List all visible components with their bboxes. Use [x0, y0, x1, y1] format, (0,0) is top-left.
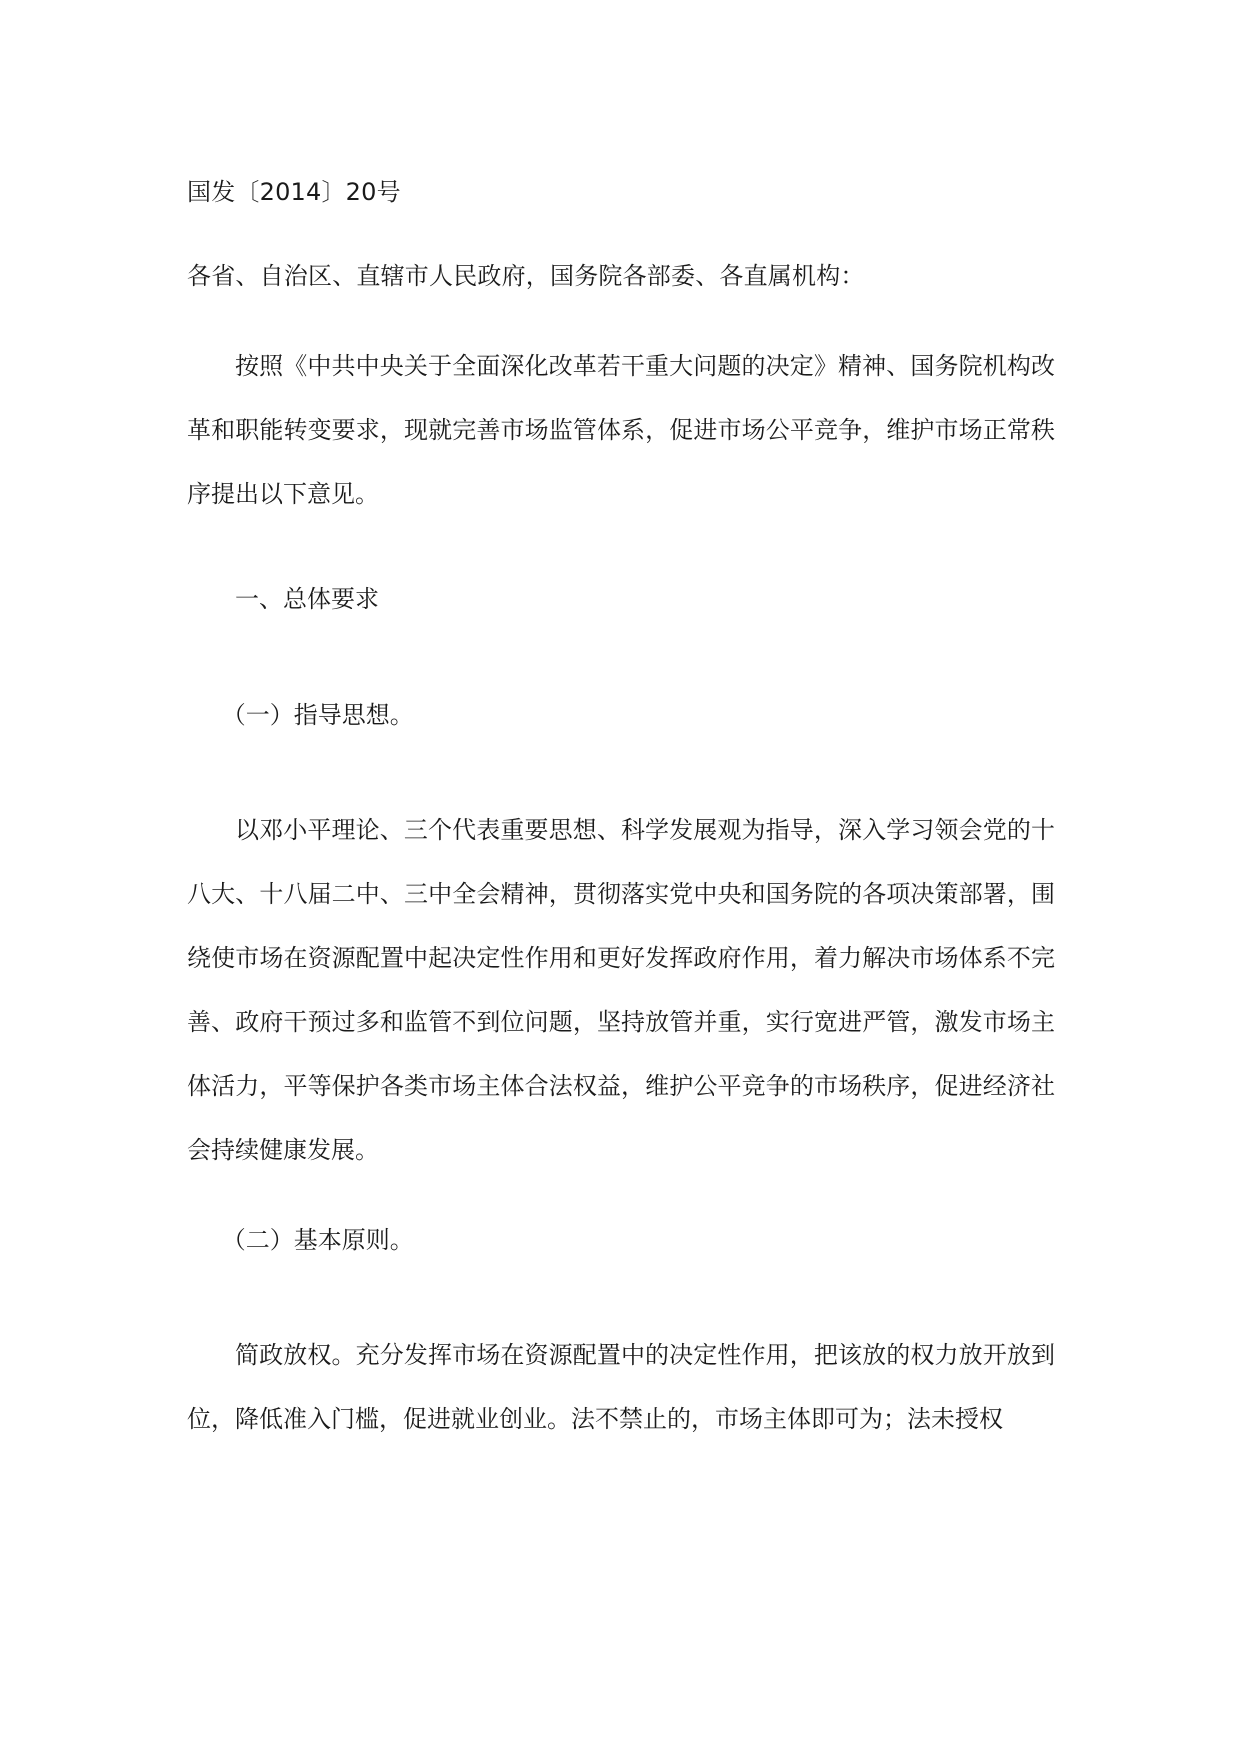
guiding-ideology-paragraph: 以邓小平理论、三个代表重要思想、科学发展观为指导，深入学习领会党的十八大、十八届二中、三中全会精神，贯彻落实党中央和国务院的各项决策部署，围绕使市场在资源配置中起决定性作用和更好发挥政府作用，着力解决市场体系不完善、政府干预过多和监管不到位问题，坚持放管并重，实行宽进严管，激发市场主体活力，平等保护各类市场主体合法权益，维护公平竞争的市场秩序，促进经济社会持续健康发展。 [187, 816, 1055, 1164]
basic-principles-paragraph: 简政放权。充分发挥市场在资源配置中的决定性作用，把该放的权力放开放到位，降低准入门槛，促进就业创业。法不禁止的，市场主体即可为；法未授权 [187, 1341, 1055, 1433]
document-number: 国发〔2014〕20号 [187, 178, 401, 206]
addressee-line: 各省、自治区、直辖市人民政府，国务院各部委、各直属机构： [187, 262, 865, 290]
intro-paragraph: 按照《中共中央关于全面深化改革若干重大问题的决定》精神、国务院机构改革和职能转变要求，现就完善市场监管体系，促进市场公平竞争，维护市场正常秩序提出以下意见。 [187, 352, 1055, 508]
section-heading-overall-requirements: 一、总体要求 [235, 585, 379, 613]
subsection-heading-basic-principles: （二）基本原则。 [221, 1226, 414, 1254]
subsection-heading-guiding-ideology: （一）指导思想。 [221, 701, 414, 729]
